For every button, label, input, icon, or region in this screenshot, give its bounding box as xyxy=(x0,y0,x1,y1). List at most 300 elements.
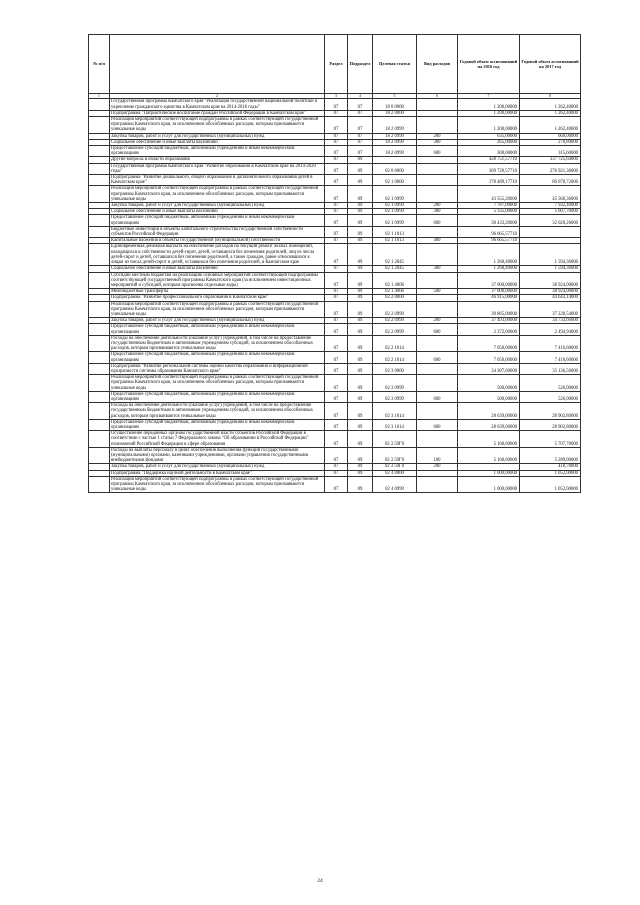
row-2017-cell: 38 924,00000 xyxy=(520,272,581,289)
row-target-article-cell: 02 3 59Г0 xyxy=(373,447,417,464)
row-target-article-cell: 02 2 1014 xyxy=(373,352,417,363)
row-target-article-cell: 02 3 59Г0 xyxy=(373,431,417,448)
row-name-cell: Единовременная денежная выплата на обеспечение расходов на текущий ремонт жилых помещений, находящихся в собственности детей-сирот, детей, оставшихся без попечения родителей, лиц из числа детей-сирот и детей, оставшихся без попечения родителей, а также граждан, ранее относившихся к лицам из числа детей-сирот и детей, оставшихся без попечения родителей, в Камчатском крае xyxy=(110,244,325,266)
row-podrazdel-cell: 09 xyxy=(348,163,373,174)
row-expense-type-cell: 300 xyxy=(417,139,458,145)
row-expense-type-cell: 300 xyxy=(417,209,458,215)
row-expense-type-cell xyxy=(417,244,458,266)
row-name-cell: Подпрограмма "Развитие дошкольного, общего образования и дополнительного образования детей в Камчатском крае" xyxy=(110,175,325,186)
table-row xyxy=(89,431,581,448)
row-razdel-cell: 07 xyxy=(325,238,348,244)
row-target-article-cell: 02 2 0999 xyxy=(373,318,417,324)
table-row xyxy=(89,215,581,226)
row-2016-cell: 96 665,57710 xyxy=(458,226,520,237)
column-number: 6 xyxy=(417,94,458,99)
row-razdel-cell: 07 xyxy=(325,117,348,134)
header-podrazdel: Подраздел xyxy=(348,35,373,94)
row-podrazdel-cell: 09 xyxy=(348,403,373,420)
row-target-article-cell: 02 3 59Г0 xyxy=(373,464,417,470)
row-2016-cell: 1 268,40000 xyxy=(458,244,520,266)
table-row xyxy=(89,163,581,174)
column-number: 4 xyxy=(348,94,373,99)
row-2016-cell: 1 200,00000 xyxy=(458,99,520,110)
row-podrazdel-cell: 09 xyxy=(348,244,373,266)
row-num-cell xyxy=(89,272,110,289)
row-name-cell: Субсидии местным бюджетам на реализацию основных мероприятий соответствующей подпрограммы соответствующей государственной программы Камчатского края (за исключением инвестиционных мероприятий и субсидий, которым присвоены отдельные коды) xyxy=(110,272,325,289)
row-2016-cell: 28 639,00000 xyxy=(458,403,520,420)
row-podrazdel-cell: 09 xyxy=(348,419,373,430)
row-2016-cell: 5 168,60000 xyxy=(458,431,520,448)
row-target-article-cell: 02 2 1014 xyxy=(373,335,417,352)
table-row xyxy=(89,301,581,318)
row-num-cell xyxy=(89,117,110,134)
row-2016-cell: 37 493,00000 xyxy=(458,318,520,324)
table-row xyxy=(89,318,581,324)
row-2017-cell: 2 494,94000 xyxy=(520,324,581,335)
row-podrazdel-cell: 09 xyxy=(348,157,373,163)
table-row xyxy=(89,391,581,402)
row-target-article-cell: 02 1 2045 xyxy=(373,244,417,266)
row-2016-cell: 96 665,57710 xyxy=(458,238,520,244)
row-podrazdel-cell: 09 xyxy=(348,470,373,476)
row-2017-cell xyxy=(520,226,581,237)
row-expense-type-cell xyxy=(417,403,458,420)
row-podrazdel-cell: 09 xyxy=(348,324,373,335)
row-razdel-cell: 07 xyxy=(325,146,348,157)
row-podrazdel-cell: 09 xyxy=(348,363,373,374)
row-target-article-cell: 02 1 0999 xyxy=(373,203,417,209)
row-2016-cell: 635,00000 xyxy=(458,133,520,139)
table-header-row xyxy=(89,35,581,94)
row-name-cell: Закупка товаров, работ и услуг для государственных (муниципальных) нужд xyxy=(110,464,325,470)
row-target-article-cell: 02 3 0000 xyxy=(373,363,417,374)
row-num-cell xyxy=(89,403,110,420)
table-row xyxy=(89,403,581,420)
row-target-article-cell: 02 2 0999 xyxy=(373,301,417,318)
row-razdel-cell: 07 xyxy=(325,139,348,145)
row-2017-cell: 28 902,80000 xyxy=(520,419,581,430)
table-row xyxy=(89,175,581,186)
row-num-cell xyxy=(89,476,110,493)
row-razdel-cell: 07 xyxy=(325,375,348,392)
row-target-article-cell: 02 3 0999 xyxy=(373,375,417,392)
row-podrazdel-cell: 09 xyxy=(348,335,373,352)
table-row xyxy=(89,99,581,110)
row-name-cell: Государственная программа Камчатского края "Реализация государственной национальной политики и укрепление гражданского единства в Камчатском крае на 2014-2018 годы" xyxy=(110,99,325,110)
table-row xyxy=(89,244,581,266)
row-target-article-cell: 18 2 0999 xyxy=(373,139,417,145)
row-2016-cell: 1 000,00000 xyxy=(458,470,520,476)
row-num-cell xyxy=(89,215,110,226)
row-target-article-cell: 02 0 0000 xyxy=(373,163,417,174)
row-target-article-cell: 02 1 0000 xyxy=(373,175,417,186)
row-expense-type-cell: 300 xyxy=(417,266,458,272)
row-2016-cell: 2 372,00000 xyxy=(458,324,520,335)
row-razdel-cell: 07 xyxy=(325,431,348,448)
row-expense-type-cell xyxy=(417,163,458,174)
row-name-cell: Государственная программа Камчатского края "Развитие образования в Камчатском крае на 2014-2020 годы" xyxy=(110,163,325,174)
row-name-cell: Социальное обеспечение и иные выплаты населению xyxy=(110,266,325,272)
row-2016-cell: 178 489,17710 xyxy=(458,175,520,186)
row-razdel-cell: 07 xyxy=(325,419,348,430)
table-row xyxy=(89,470,581,476)
row-target-article-cell: 02 1 1013 xyxy=(373,238,417,244)
row-2016-cell: 7 050,00000 xyxy=(458,335,520,352)
row-2017-cell: 35 136,50000 xyxy=(520,363,581,374)
row-name-cell: Реализация мероприятий соответствующей подпрограммы в рамках соответствующей государственной программы Камчатского края, за исключением обособленных расходов, которым присваиваются уникальные коды xyxy=(110,476,325,493)
row-name-cell: Предоставление субсидий бюджетным, автономным учреждениям и иным некоммерческим организациям xyxy=(110,146,325,157)
row-podrazdel-cell: 09 xyxy=(348,391,373,402)
row-2016-cell: 5 168,60000 xyxy=(458,447,520,464)
row-name-cell: Расходы на обеспечение деятельности (оказание услуг) учреждений, в том числе на предоставление государственным бюджетным и автономным учреждениям субсидий, за исключением обособленных расходов, которым присваиваются уникальные коды xyxy=(110,403,325,420)
row-razdel-cell: 07 xyxy=(325,110,348,116)
row-name-cell: Расходы на выплаты персоналу в целях обеспечения выполнения функций государственными (муниципальными) органами, казенными учреждениями, органами управления государственными внебюджетными фондами xyxy=(110,447,325,464)
row-2017-cell: 1 262,40000 xyxy=(520,99,581,110)
row-podrazdel-cell: 09 xyxy=(348,447,373,464)
row-name-cell: Реализация мероприятий соответствующей подпрограммы в рамках соответствующей государственной программы Камчатского края, за исключением обособленных расходов, которым присваиваются уникальные коды xyxy=(110,375,325,392)
row-num-cell xyxy=(89,375,110,392)
row-2017-cell: 5 607,70000 xyxy=(520,209,581,215)
row-name-cell: Реализация мероприятий соответствующей подпрограммы в рамках соответствующей государственной программы Камчатского края, за исключением обособленных расходов, которым присваиваются уникальные коды xyxy=(110,186,325,203)
row-razdel-cell: 07 xyxy=(325,215,348,226)
row-razdel-cell: 07 xyxy=(325,318,348,324)
table-body xyxy=(89,99,581,493)
row-target-article-cell: 02 2 0999 xyxy=(373,324,417,335)
table-row xyxy=(89,447,581,464)
row-target-article-cell: 18 2 0999 xyxy=(373,133,417,139)
row-podrazdel-cell: 07 xyxy=(348,133,373,139)
row-expense-type-cell: 100 xyxy=(417,447,458,464)
row-num-cell xyxy=(89,324,110,335)
row-podrazdel-cell: 09 xyxy=(348,431,373,448)
table-row xyxy=(89,110,581,116)
table-row xyxy=(89,419,581,430)
row-num-cell xyxy=(89,419,110,430)
row-2016-cell: 369 720,57710 xyxy=(458,163,520,174)
row-2016-cell: 7 787,00000 xyxy=(458,203,520,209)
row-target-article-cell: 02 3 1014 xyxy=(373,419,417,430)
header-expense-type: Вид расходов xyxy=(417,35,458,94)
row-expense-type-cell: 400 xyxy=(417,238,458,244)
row-podrazdel-cell: 09 xyxy=(348,375,373,392)
table-row xyxy=(89,266,581,272)
row-expense-type-cell xyxy=(417,375,458,392)
row-podrazdel-cell: 07 xyxy=(348,99,373,110)
row-target-article-cell: 02 1 0999 xyxy=(373,186,417,203)
column-number: 3 xyxy=(325,94,348,99)
row-name-cell: Расходы на обеспечение деятельности (оказание услуг) учреждений, в том числе на предоставление государственным бюджетным и автономным учреждениям субсидий, за исключением обособленных расходов, которым присваиваются уникальные коды xyxy=(110,335,325,352)
row-2017-cell: 45 560,36000 xyxy=(520,186,581,203)
row-2017-cell: 1 262,40000 xyxy=(520,110,581,116)
row-podrazdel-cell: 09 xyxy=(348,464,373,470)
row-expense-type-cell xyxy=(417,431,458,448)
row-razdel-cell: 07 xyxy=(325,133,348,139)
row-expense-type-cell xyxy=(417,226,458,237)
table-row xyxy=(89,272,581,289)
row-razdel-cell: 07 xyxy=(325,209,348,215)
row-razdel-cell: 07 xyxy=(325,163,348,174)
row-name-cell: Другие вопросы в области образования xyxy=(110,157,325,163)
row-target-article-cell: 02 1 4006 xyxy=(373,272,417,289)
row-target-article-cell: 18 0 0000 xyxy=(373,99,417,110)
row-name-cell: Подпрограмма "Поддержка научной деятельности в Камчатском крае" xyxy=(110,470,325,476)
row-num-cell xyxy=(89,335,110,352)
row-name-cell: Осуществление переданных органам государственной власти субъектов Российской Федерации в соответствии с частью 1 статьи 7 Федерального закона "Об образовании в Российской Федерации" полномочий Российской Федерации в сфере образования xyxy=(110,431,325,448)
row-name-cell: Предоставление субсидий бюджетным, автономным учреждениям и иным некоммерческим организациям xyxy=(110,215,325,226)
row-target-article-cell: 02 1 0999 xyxy=(373,215,417,226)
row-2017-cell: 1 052,00000 xyxy=(520,470,581,476)
row-podrazdel-cell: 09 xyxy=(348,289,373,295)
table-row xyxy=(89,226,581,237)
row-razdel-cell: 07 xyxy=(325,175,348,186)
row-num-cell xyxy=(89,226,110,237)
row-podrazdel-cell: 07 xyxy=(348,139,373,145)
column-number: 1 xyxy=(89,94,110,99)
row-num-cell xyxy=(89,99,110,110)
column-number: 7 xyxy=(458,94,520,99)
row-name-cell: Предоставление субсидий бюджетным, автономным учреждениям и иным некоммерческим организациям xyxy=(110,352,325,363)
row-target-article-cell: 02 1 0999 xyxy=(373,209,417,215)
row-podrazdel-cell: 07 xyxy=(348,110,373,116)
row-name-cell: Реализация мероприятий соответствующей подпрограммы в рамках соответствующей государственной программы Камчатского края, за исключением обособленных расходов, которым присваиваются уникальные коды xyxy=(110,301,325,318)
row-podrazdel-cell: 09 xyxy=(348,318,373,324)
row-num-cell xyxy=(89,146,110,157)
row-target-article-cell: 02 1 2045 xyxy=(373,266,417,272)
table-row xyxy=(89,324,581,335)
row-2017-cell: 1 262,40000 xyxy=(520,117,581,134)
row-num-cell xyxy=(89,244,110,266)
row-target-article-cell: 18 2 0999 xyxy=(373,146,417,157)
row-2016-cell: 500,00000 xyxy=(458,391,520,402)
table-row xyxy=(89,295,581,301)
row-expense-type-cell xyxy=(417,117,458,134)
row-podrazdel-cell: 09 xyxy=(348,186,373,203)
row-name-cell: Социальное обеспечение и иные выплаты населению xyxy=(110,139,325,145)
row-razdel-cell: 07 xyxy=(325,289,348,295)
column-number: 8 xyxy=(520,94,581,99)
row-2017-cell: 526,00000 xyxy=(520,391,581,402)
row-name-cell: Капитальные вложения в объекты государственной (муниципальной) собственности xyxy=(110,238,325,244)
row-podrazdel-cell: 09 xyxy=(348,272,373,289)
table-row xyxy=(89,203,581,209)
row-razdel-cell: 07 xyxy=(325,476,348,493)
row-2017-cell: 7 416,60000 xyxy=(520,335,581,352)
row-num-cell xyxy=(89,186,110,203)
budget-table-sheet xyxy=(88,34,580,493)
row-razdel-cell: 07 xyxy=(325,295,348,301)
row-podrazdel-cell: 09 xyxy=(348,226,373,237)
row-2017-cell: 278,80000 xyxy=(520,139,581,145)
row-num-cell xyxy=(89,352,110,363)
row-expense-type-cell xyxy=(417,335,458,352)
row-razdel-cell: 07 xyxy=(325,335,348,352)
row-name-cell: Межбюджетные трансферты xyxy=(110,289,325,295)
row-2016-cell: 39 865,00000 xyxy=(458,301,520,318)
row-razdel-cell: 07 xyxy=(325,447,348,464)
row-razdel-cell: 07 xyxy=(325,403,348,420)
row-name-cell: Подпрограмма "Патриотическое воспитание граждан Российской Федерации в Камчатском крае" xyxy=(110,110,325,116)
row-podrazdel-cell: 07 xyxy=(348,146,373,157)
row-target-article-cell: 18 2 0999 xyxy=(373,117,417,134)
row-podrazdel-cell: 09 xyxy=(348,266,373,272)
row-target-article-cell: 18 2 0000 xyxy=(373,110,417,116)
row-name-cell: Подпрограмма "Развитие профессионального образования в Камчатском крае" xyxy=(110,295,325,301)
row-podrazdel-cell: 09 xyxy=(348,476,373,493)
page-number: 24 xyxy=(317,878,323,884)
row-num-cell xyxy=(89,447,110,464)
row-2017-cell: 38 924,00000 xyxy=(520,289,581,295)
row-2017-cell: 276 921,36000 xyxy=(520,163,581,174)
row-razdel-cell: 07 xyxy=(325,391,348,402)
row-razdel-cell: 07 xyxy=(325,186,348,203)
row-2017-cell: 668,00000 xyxy=(520,133,581,139)
row-razdel-cell: 07 xyxy=(325,203,348,209)
header-2016: Годовой объем ассигнований на 2016 год xyxy=(458,35,520,94)
row-2016-cell: 500,00000 xyxy=(458,375,520,392)
row-expense-type-cell: 200 xyxy=(417,133,458,139)
row-target-article-cell: 02 4 0000 xyxy=(373,470,417,476)
row-2016-cell: 43 555,20000 xyxy=(458,186,520,203)
row-name-cell: Закупка товаров, работ и услуг для государственных (муниципальных) нужд xyxy=(110,133,325,139)
row-expense-type-cell: 500 xyxy=(417,289,458,295)
table-row xyxy=(89,375,581,392)
row-razdel-cell: 07 xyxy=(325,324,348,335)
column-number: 5 xyxy=(373,94,417,99)
table-row xyxy=(89,157,581,163)
row-2016-cell: 1 200,00000 xyxy=(458,117,520,134)
row-expense-type-cell: 200 xyxy=(417,203,458,209)
table-row xyxy=(89,363,581,374)
budget-table xyxy=(88,34,581,493)
row-2017-cell: 315,60000 xyxy=(520,146,581,157)
row-2016-cell: 46 915,00000 xyxy=(458,295,520,301)
row-razdel-cell: 07 xyxy=(325,352,348,363)
row-2016-cell: 300,00000 xyxy=(458,146,520,157)
row-name-cell: Социальное обеспечение и иные выплаты населению xyxy=(110,209,325,215)
row-expense-type-cell xyxy=(417,175,458,186)
row-expense-type-cell: 600 xyxy=(417,146,458,157)
row-target-article-cell: 02 1 1013 xyxy=(373,226,417,237)
table-row xyxy=(89,238,581,244)
row-2016-cell: 37 000,00000 xyxy=(458,272,520,289)
row-podrazdel-cell: 09 xyxy=(348,301,373,318)
row-num-cell xyxy=(89,431,110,448)
row-expense-type-cell: 200 xyxy=(417,318,458,324)
row-expense-type-cell: 200 xyxy=(417,464,458,470)
row-2016-cell: 1 268,40000 xyxy=(458,266,520,272)
table-row xyxy=(89,139,581,145)
row-2016-cell: 428 751,57710 xyxy=(458,157,520,163)
row-razdel-cell: 07 xyxy=(325,470,348,476)
row-name-cell: Предоставление субсидий бюджетным, автономным учреждениям и иным некоммерческим организациям xyxy=(110,391,325,402)
row-2017-cell: 44 643,14000 xyxy=(520,295,581,301)
row-2016-cell: 1 000,00000 xyxy=(458,476,520,493)
row-expense-type-cell: 600 xyxy=(417,419,458,430)
row-num-cell xyxy=(89,175,110,186)
table-row xyxy=(89,335,581,352)
row-expense-type-cell: 600 xyxy=(417,352,458,363)
header-num: № п/п xyxy=(89,35,110,94)
row-2017-cell: 7 416,60000 xyxy=(520,352,581,363)
header-2017: Годовой объем ассигнований на 2017 год xyxy=(520,35,581,94)
row-2016-cell: 265,00000 xyxy=(458,139,520,145)
row-2016-cell: 28 639,00000 xyxy=(458,419,520,430)
row-razdel-cell: 07 xyxy=(325,244,348,266)
row-name-cell: Закупка товаров, работ и услуг для государственных (муниципальных) нужд xyxy=(110,203,325,209)
row-razdel-cell: 07 xyxy=(325,266,348,272)
row-2016-cell: 30 433,20000 xyxy=(458,215,520,226)
row-2017-cell: 28 902,80000 xyxy=(520,403,581,420)
row-2016-cell: 5 335,00000 xyxy=(458,209,520,215)
row-2017-cell: 1 594,36000 xyxy=(520,266,581,272)
row-name-cell: Реализация мероприятий соответствующей подпрограммы в рамках соответствующей государственной программы Камчатского края, за исключением обособленных расходов, которым присваиваются уникальные коды xyxy=(110,117,325,134)
row-expense-type-cell: 600 xyxy=(417,215,458,226)
row-expense-type-cell xyxy=(417,99,458,110)
row-podrazdel-cell: 09 xyxy=(348,295,373,301)
row-razdel-cell: 07 xyxy=(325,272,348,289)
row-podrazdel-cell: 09 xyxy=(348,238,373,244)
row-podrazdel-cell: 09 xyxy=(348,203,373,209)
header-name xyxy=(110,35,325,94)
row-2017-cell: 1 052,00000 xyxy=(520,476,581,493)
row-expense-type-cell xyxy=(417,363,458,374)
row-target-article-cell: 02 4 0999 xyxy=(373,476,417,493)
row-target-article-cell: 02 2 0000 xyxy=(373,295,417,301)
row-2017-cell: 7 932,40000 xyxy=(520,203,581,209)
column-number: 2 xyxy=(110,94,325,99)
table-row xyxy=(89,146,581,157)
row-num-cell xyxy=(89,363,110,374)
table-row xyxy=(89,476,581,493)
row-target-article-cell: 02 3 0999 xyxy=(373,391,417,402)
row-podrazdel-cell: 09 xyxy=(348,209,373,215)
row-name-cell: Предоставление субсидий бюджетным, автономным учреждениям и иным некоммерческим организациям xyxy=(110,324,325,335)
row-expense-type-cell xyxy=(417,186,458,203)
row-2017-cell: 34 733,60000 xyxy=(520,318,581,324)
row-2017-cell: 5 289,00000 xyxy=(520,447,581,464)
row-podrazdel-cell: 09 xyxy=(348,352,373,363)
row-razdel-cell: 07 xyxy=(325,157,348,163)
row-name-cell: Закупка товаров, работ и услуг для государственных (муниципальных) нужд xyxy=(110,318,325,324)
row-target-article-cell: 02 1 4006 xyxy=(373,289,417,295)
table-row xyxy=(89,209,581,215)
row-razdel-cell: 07 xyxy=(325,363,348,374)
row-num-cell xyxy=(89,391,110,402)
row-razdel-cell: 07 xyxy=(325,464,348,470)
row-expense-type-cell: 600 xyxy=(417,391,458,402)
row-podrazdel-cell: 07 xyxy=(348,117,373,134)
table-row xyxy=(89,133,581,139)
row-razdel-cell: 07 xyxy=(325,99,348,110)
table-row xyxy=(89,289,581,295)
row-name-cell: Бюджетные инвестиции в объекты капитального строительства государственной собственности субъектов Российской Федерации xyxy=(110,226,325,237)
row-num-cell xyxy=(89,163,110,174)
row-2016-cell: 1 200,00000 xyxy=(458,110,520,116)
row-expense-type-cell xyxy=(417,272,458,289)
table-row xyxy=(89,186,581,203)
row-2016-cell: 37 000,00000 xyxy=(458,289,520,295)
row-2017-cell: 32 020,26000 xyxy=(520,215,581,226)
row-2017-cell: 86 078,72000 xyxy=(520,175,581,186)
header-razdel: Раздел xyxy=(325,35,348,94)
row-expense-type-cell xyxy=(417,301,458,318)
row-2017-cell: 526,00000 xyxy=(520,375,581,392)
row-podrazdel-cell: 09 xyxy=(348,215,373,226)
row-target-article-cell: 02 3 1014 xyxy=(373,403,417,420)
row-razdel-cell: 07 xyxy=(325,301,348,318)
row-podrazdel-cell: 09 xyxy=(348,175,373,186)
row-2017-cell: 418,70000 xyxy=(520,464,581,470)
